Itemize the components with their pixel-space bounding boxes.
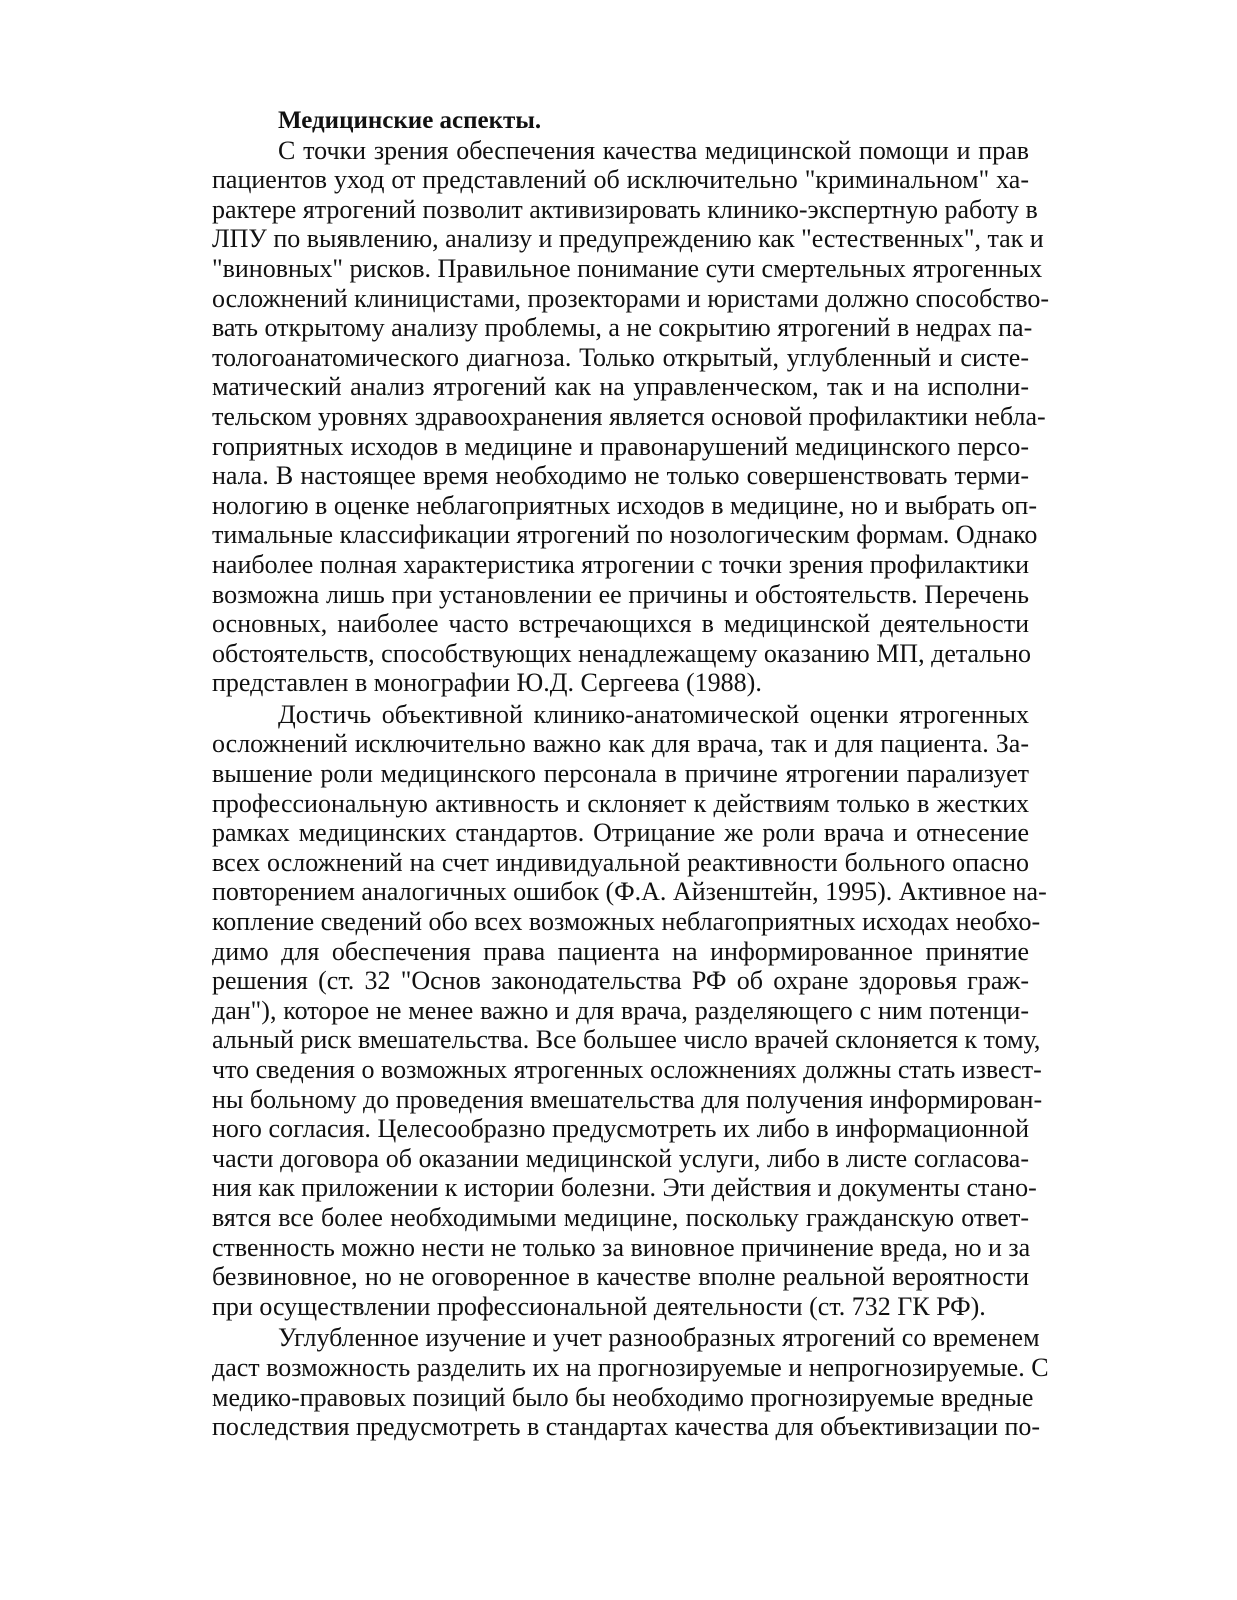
paragraph [212,1323,1049,1442]
text-line: профессиональную активность и склоняет к действиям только в жестких [212,788,1029,818]
text-line: рамках медицинских стандартов. Отрицание же роли врача и отнесение [212,818,1029,848]
text-line: вать открытому анализу проблемы, а не сокрытию ятрогений в недрах па- [212,313,1033,343]
text-line: ственность можно нести не только за виновное причинение вреда, но и за [212,1232,1031,1262]
text-line: "виновных" рисков. Правильное понимание сути смертельных ятрогенных [212,253,1043,283]
text-line: всех осложнений на счет индивидуальной реактивности больного опасно [212,847,1029,877]
text-line: представлен в монографии Ю.Д. Сергеева (1988). [212,668,762,698]
text-line: пациентов уход от представлений об исключительно "криминальном" ха- [212,165,1029,195]
text-line: основных, наиболее часто встречающихся в медицинской деятельности [212,609,1029,639]
text-line: нологию в оценке неблагоприятных исходов в медицине, но и выбрать оп- [212,490,1038,520]
text-line: альный риск вмешательства. Все большее число врачей склоняется к тому, [212,1025,1041,1055]
text-line: последствия предусмотреть в стандартах качества для объективизации по- [212,1412,1041,1442]
paragraph [212,699,1047,1321]
text-line: ного согласия. Целесообразно предусмотреть их либо в информационной [212,1114,1029,1144]
document-page [212,106,1050,1442]
text-line: тологоанатомического диагноза. Только открытый, углубленный и систе- [212,342,1029,372]
text-line: С точки зрения обеспечения качества медицинской помощи и прав [278,135,1029,165]
text-line: осложнений клиницистами, прозекторами и юристами должно способство- [212,283,1050,313]
text-line: осложнений исключительно важно как для врача, так и для пациента. За- [212,729,1029,759]
text-line: что сведения о возможных ятрогенных осложнениях должны стать извест- [212,1055,1042,1084]
text-line: обстоятельств, способствующих ненадлежащему оказанию МП, детально [212,638,1032,668]
text-line: повторением аналогичных ошибок (Ф.А. Айзенштейн, 1995). Активное на- [212,877,1047,907]
text-line: Достичь объективной клинико-анатомической оценки ятрогенных [278,699,1029,729]
text-line: части договора об оказании медицинской услуги, либо в листе согласова- [212,1143,1029,1173]
text-line: вятся все более необходимыми медицине, поскольку гражданскую ответ- [212,1202,1029,1232]
text-line: тельском уровнях здравоохранения является основой профилактики небла- [212,401,1046,431]
text-line: матический анализ ятрогений как на управленческом, так и на исполни- [212,372,1029,402]
text-line: при осуществлении профессиональной деятельности (ст. 732 ГК РФ). [212,1291,986,1321]
paragraph [212,135,1050,698]
text-line: гоприятных исходов в медицине и правонарушений медицинского персо- [212,431,1029,461]
text-line: вышение роли медицинского персонала в причине ятрогении парализует [212,759,1029,789]
text-line: дан"), которое не менее важно и для врача, разделяющего с ним потенци- [212,995,1029,1025]
text-line: копление сведений обо всех возможных неблагоприятных исходах необхо- [212,907,1041,937]
text-line: решения (ст. 32 "Основ законодательства РФ об охране здоровья граж- [212,966,1029,996]
text-line: безвиновное, но не оговоренное в качестве вполне реальной вероятности [212,1262,1029,1292]
text-line: ния как приложении к истории болезни. Эти действия и документы стано- [212,1173,1037,1203]
text-line: нала. В настоящее время необходимо не только совершенствовать терми- [212,461,1029,491]
text-line: рактере ятрогений позволит активизировать клинико-экспертную работу в [212,194,1038,224]
body-text [212,135,1050,1442]
text-line: ны больному до проведения вмешательства для получения информирован- [212,1084,1043,1114]
text-line: Углубленное изучение и учет разнообразных ятрогений со временем [278,1323,1040,1353]
text-line: возможна лишь при установлении ее причины и обстоятельств. Перечень [212,579,1029,609]
text-line: димо для обеспечения права пациента на информированное принятие [212,936,1029,966]
text-line: наиболее полная характеристика ятрогении с точки зрения профилактики [212,549,1029,579]
text-line: даст возможность разделить их на прогнозируемые и непрогнозируемые. С [212,1352,1049,1382]
text-line: ЛПУ по выявлению, анализу и предупреждению как "естественных", так и [212,224,1044,254]
text-line: тимальные классификации ятрогений по нозологическим формам. Однако [212,520,1038,550]
section-heading: Медицинские аспекты. [278,107,542,134]
text-line: медико-правовых позиций было бы необходимо прогнозируемые вредные [212,1382,1034,1412]
